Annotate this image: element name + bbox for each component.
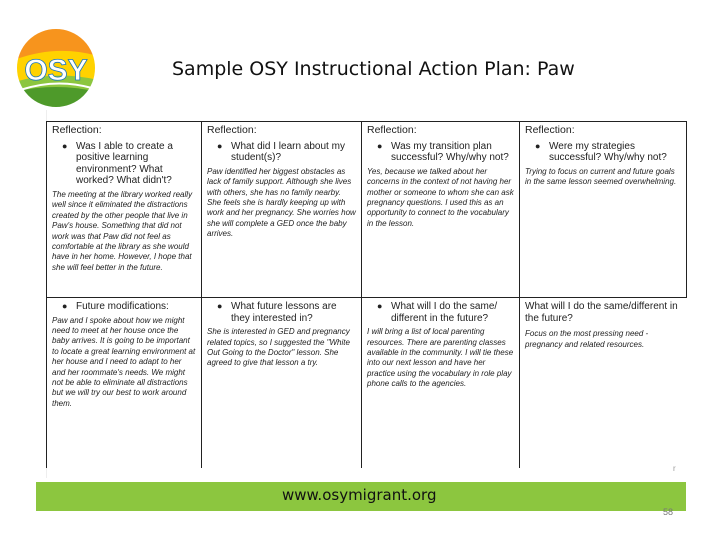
answer-text: The meeting at the library worked really well since it eliminated the distractions created by the other people that live in Paw's house. Something that did not work was that Paw did not feel as comfortable at the library as she would have in her home. However, I hope that she will feel better in the future. — [52, 189, 193, 272]
reflection-cell-3 — [362, 122, 520, 298]
action-plan-table — [46, 121, 687, 468]
question-bullet — [62, 301, 196, 313]
logo-text: OSY — [24, 54, 88, 87]
table-row — [47, 298, 687, 468]
page-number: 58 — [663, 507, 674, 517]
page-title: Sample OSY Instructional Action Plan: Paw — [172, 58, 575, 80]
answer-text: I will bring a list of local parenting resources. There are parenting classes available in the community. I will tie these into our next lesson and have her practice using the vocabulary in role play phone calls to the agencies. — [367, 327, 514, 389]
answer-text: Paw identified her biggest obstacles as lack of family support. Although she lives with others, she has no family nearby. She feels she is hardly keeping up with work and her pregnancy. She worries how she will complete a GED once the baby arrives. — [207, 166, 356, 239]
question-text: Were my strategies successful? Why/why not? — [549, 140, 667, 164]
question-bullet — [535, 141, 681, 164]
cell-header: Reflection: — [207, 124, 257, 136]
question-text: What did I learn about my student(s)? — [231, 140, 345, 164]
modification-cell-3 — [362, 298, 520, 468]
footer-url[interactable]: www.osymigrant.org — [282, 486, 437, 504]
cell-header: Reflection: — [52, 124, 102, 136]
corner-mark: r — [673, 464, 676, 473]
answer-text: Yes, because we talked about her concerns in the context of not having her mother or someone to whom she can ask pregnancy questions. I used this as an opportunity to connect to the vocabulary in the lesson. — [367, 166, 514, 228]
table-row — [47, 122, 687, 298]
modification-cell-1 — [47, 298, 202, 468]
question-text: Future modifications: — [76, 301, 169, 312]
answer-text: Paw and I spoke about how we might need to meet at her house once the baby arrives. It is going to be important to locate a great learning environment at her house and I need to adapt to her and her roommate's needs. We might not be able to eliminate all distractions but we will try our best to work around them. — [52, 315, 196, 408]
question-text: What will I do the same/different in the future? — [525, 301, 678, 324]
question-bullet — [377, 301, 514, 324]
answer-text: She is interested in GED and pregnancy related topics, so I suggested the "White Out Going to the Doctor" lesson. She agreed to give that lesson a try. — [207, 327, 350, 368]
bullet-icon: ● — [377, 301, 383, 311]
reflection-cell-1 — [47, 122, 202, 298]
osy-logo — [14, 26, 98, 110]
reflection-cell-2 — [202, 122, 362, 298]
cell-header: Reflection: — [367, 124, 417, 136]
bullet-icon: ● — [217, 140, 223, 151]
modification-cell-4 — [520, 298, 687, 468]
bullet-icon: ● — [217, 301, 223, 311]
bullet-icon: ● — [62, 140, 68, 151]
answer-text: Trying to focus on current and future goals in the same lesson seemed overwhelming. — [525, 166, 677, 187]
bullet-icon: ● — [62, 301, 68, 311]
bullet-icon: ● — [535, 140, 541, 151]
bullet-icon: ● — [377, 140, 383, 151]
cell-header: Reflection: — [525, 124, 575, 136]
question-bullet — [62, 141, 196, 187]
question-text: What future lessons are they interested in? — [231, 301, 337, 324]
answer-text: Focus on the most pressing need - pregnancy and related resources. — [525, 329, 649, 349]
question-bullet — [377, 141, 514, 164]
question-text: What will I do the same/ different in the future? — [391, 301, 498, 324]
question-text: Was my transition plan successful? Why/why not? — [391, 140, 509, 164]
modification-cell-2 — [202, 298, 362, 468]
reflection-cell-4 — [520, 122, 687, 298]
question-bullet — [217, 301, 356, 324]
question-bullet — [217, 141, 356, 164]
question-text: Was I able to create a positive learning environment? What worked? What didn't? — [76, 140, 173, 187]
